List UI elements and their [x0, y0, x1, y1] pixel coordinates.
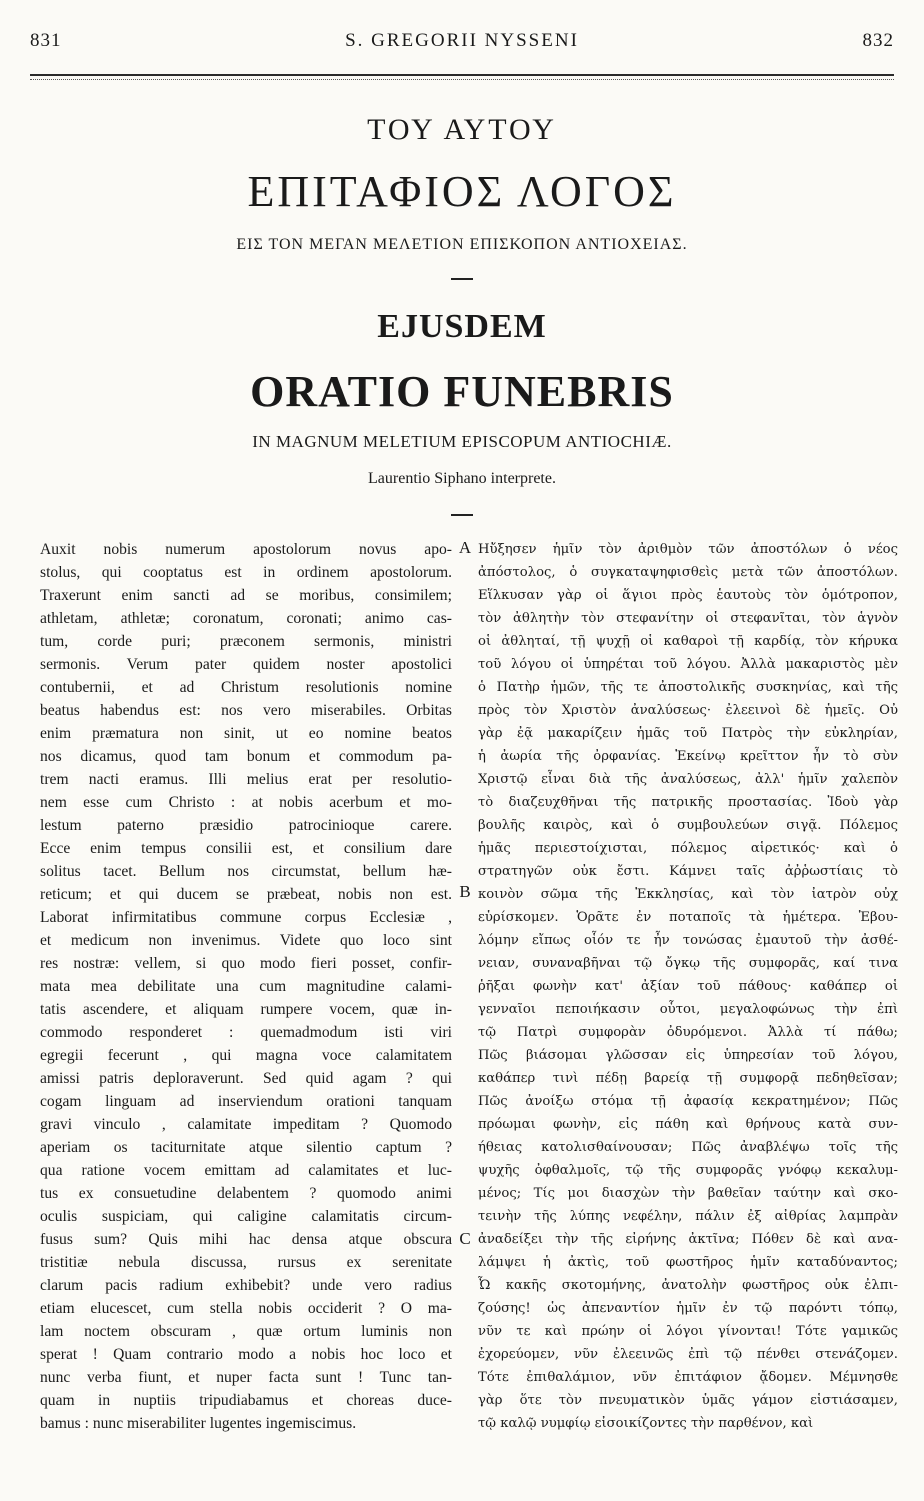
greek-text-line: ήθειας κατολισθαίνουσαν; Πῶς ἀναβλέψω τοῖς τῆς — [478, 1140, 898, 1155]
greek-text-line: Πῶς ἀνοίξω στόμα τῇ ἀφασίᾳ κεκρατημένον; Πῶς — [478, 1094, 898, 1109]
latin-text-line: clarum pacis radium exhibebit? unde vero radius — [40, 1277, 452, 1294]
latin-text-line: tus ex consuetudine delabentem ? quomodo animi — [40, 1185, 452, 1202]
latin-text-line: etiam elucescet, cum stella nobis occiderit ? O ma- — [40, 1300, 452, 1317]
latin-text-line: Traxerunt enim sancti ad se moribus, consimilem; — [40, 587, 452, 604]
greek-text-line: λάμψει ἡ ἀκτὶς, τοῦ φωστῆρος ἡμῖν καταδύναντος; — [478, 1255, 898, 1270]
section-marker-c: C — [459, 1229, 471, 1248]
latin-text-line: stolus, qui cooptatus est in ordinem apostolorum. — [40, 564, 452, 581]
latin-text-line: Ecce enim tempus consilii est, et consilium dare — [40, 840, 452, 857]
greek-text-line: Τότε ἐπιθαλάμιον, νῦν ἐπιτάφιον ᾄδομεν. Μέμνησθε — [478, 1370, 898, 1385]
latin-text-line: nem esse cum Christo : at nobis acerbum et mo- — [40, 794, 452, 811]
latin-text-line: cogam linguam ad inserviendum orationi tanquam — [40, 1093, 452, 1110]
greek-text-line: ἡμᾶς περιεστοίχισται, πόλεμος αἱρετικός· καὶ ὁ — [478, 841, 898, 856]
greek-text-line: λόμην εἴπως οἷόν τε ἦν τονώσας ἐμαυτοῦ τὴν ἀσθέ- — [478, 933, 898, 948]
latin-text-line: enim præmatura non sinit, ut eo nomine beatos — [40, 725, 452, 742]
latin-text-line: athletam, athletæ; coronatum, coronati; animo cas- — [40, 610, 452, 627]
greek-text-line: πρόωμαι φωνὴν, εἰς πάθη καὶ θρήνους κατὰ συν- — [478, 1117, 898, 1132]
greek-text-line: Χριστῷ εἶναι διὰ τῆς ἀναλύσεως, ἀλλ' ἡμῖν χαλεπὸν — [478, 772, 898, 787]
latin-text-line: res nostræ: vellem, si quo modo fieri posset, confir- — [40, 955, 452, 972]
greek-title-line1: ΤΟΥ ΑΥΤΟΥ — [367, 113, 557, 146]
greek-text-line: γὰρ ἐᾷ μακαρίζειν ἡμᾶς τοῦ Πατρὸς τὴν εὐκληρίαν, — [478, 726, 898, 741]
latin-column — [40, 538, 452, 1435]
greek-text-line: νῦν τε καὶ πρώην οἱ λόγοι γίνονται! Τότε γαμικῶς — [478, 1324, 898, 1339]
latin-text-line: gravi vinculo , calamitate impeditam ? Quomodo — [40, 1116, 452, 1133]
latin-text-line: lestum paterno præsidio patrocinioque carere. — [40, 817, 452, 834]
latin-text-line: quam in nuptiis tripudiabamus et choreas duce- — [40, 1392, 452, 1409]
greek-text-line: μένος; Τίς μοι διασχὼν τὴν βαθεῖαν ταύτην καὶ σκο- — [478, 1186, 898, 1201]
greek-subtitle: ΕΙΣ ΤΟΝ ΜΕΓΑΝ ΜΕΛΕΤΙΟΝ ΕΠΙΣΚΟΠΟΝ ΑΝΤΙΟΧΕΙΑΣ. — [236, 236, 688, 253]
greek-text-line: τὸ διαζευχθῆναι τῆς πατρικῆς προστασίας. Ἰδοὺ γὰρ — [478, 795, 898, 810]
latin-text-line: reticum; et qui ducem se præbeat, nobis non est. — [40, 886, 452, 903]
running-head — [30, 30, 894, 60]
latin-text-line: nos dicamus, quod tam bonum et commodum pa- — [40, 748, 452, 765]
greek-text-line: οἱ ἀθληταί, τῇ ψυχῇ οἱ καθαροὶ τῇ καρδίᾳ, τὸν κήρυκα — [478, 634, 898, 649]
latin-text-line: tatis ascendere, et aliquam rumpere vocem, quæ in- — [40, 1001, 452, 1018]
latin-text-line: fusus sum? Quis mihi hac densa atque obscura — [40, 1231, 452, 1248]
greek-text-line: Εἵλκυσαν γὰρ οἱ ἅγιοι πρὸς ἑαυτοὺς τὸν ὁμότροπον, — [478, 588, 898, 603]
greek-text-line: γενναῖοι πεποιήκασιν οὗτοι, μεγαλοφώνως τὴν ἐπὶ — [478, 1002, 898, 1017]
greek-text-line: γὰρ ὅτε τὸν πνευματικὸν ὑμᾶς γάμον εἱστιάσαμεν, — [478, 1393, 898, 1408]
running-title: S. GREGORII NYSSENI — [345, 30, 579, 51]
latin-text-line: contubernii, et ad Christum resolutionis nomine — [40, 679, 452, 696]
latin-text-line: bamus : nunc miserabiliter lugentes ingemiscimus. — [40, 1415, 357, 1432]
greek-text-line: τεινὴν τῆς λύπης νεφέλην, πάλιν ἐξ αἰθρίας λαμπρὰν — [478, 1209, 898, 1224]
latin-subtitle: IN MAGNUM MELETIUM EPISCOPUM ANTIOCHIÆ. — [252, 432, 672, 451]
section-marker-a: A — [458, 538, 472, 557]
greek-text-line: ἐχορεύομεν, νῦν ἐλεεινῶς ἐπὶ τῷ πένθει στενάζομεν. — [478, 1347, 898, 1362]
page-number-left: 831 — [30, 30, 62, 51]
greek-text-line: Πῶς βιάσομαι γλῶσσαν εἰς ὑπηρεσίαν τοῦ λόγου, — [478, 1048, 898, 1063]
latin-text-line: tristitiæ nebula discussa, rursus ex serenitate — [40, 1254, 452, 1271]
latin-text-line: sermonis. Verum pater quidem noster apostolici — [40, 656, 452, 673]
greek-text-line: ῥῆξαι φωνὴν κατ' ἀξίαν τοῦ πάθους· καθάπερ οἱ — [478, 979, 898, 994]
greek-text-line: τῷ Πατρὶ συμφορὰν ὀδυρόμενοι. Ἀλλὰ τί πάθω; — [478, 1025, 898, 1040]
greek-text-line: εὑρίσκομεν. Ὁρᾶτε ἐν ποταποῖς τὰ ἡμέτερα. Ἐβου- — [478, 910, 898, 925]
header-rule — [30, 74, 894, 76]
greek-text-line: ἀναδείξει τὴν τῆς εἰρήνης ἀκτῖνα; Πόθεν δὲ καὶ ανα- — [478, 1232, 898, 1247]
latin-text-line: Auxit nobis numerum apostolorum novus apo- — [40, 541, 452, 558]
latin-text-line: lam noctem obscuram , quæ ortum luminis non — [40, 1323, 452, 1340]
latin-text-line: et medicum non invenimus. Videte quo loco sint — [40, 932, 452, 949]
latin-text-line: oculis suspiciam, qui caligine calamitatis circum- — [40, 1208, 452, 1225]
latin-text-line: aperiam os taciturnitate atque silentio captum ? — [40, 1139, 452, 1156]
greek-text-line: ἀπόστολος, ὁ συγκαταψηφισθεὶς μετὰ τῶν ἀποστόλων. — [478, 565, 898, 580]
greek-text-line: τῷ καλῷ νυμφίῳ εἰσοικίζοντες τὴν παρθένον, καὶ — [478, 1416, 814, 1431]
latin-text-line: nunc verba fiunt, et nuper facta sunt ! Tunc tan- — [40, 1369, 452, 1386]
greek-text-line: ζούσης! ὡς ἀπεναντίον ἡμῖν ἐν τῷ παρόντι τόπῳ, — [478, 1301, 898, 1316]
latin-text-line: beatus habendus est: nos vero miserabiles. Orbitas — [40, 702, 452, 719]
greek-column — [478, 538, 898, 1435]
greek-text-line: βουλῆς καιρὸς, καὶ ὁ συμβουλεύων σιγᾷ. Πόλεμος — [478, 818, 898, 833]
latin-text-line: mata mea debilitate una cum magnitudine calami- — [40, 978, 452, 995]
latin-text-line: amissi patris deploraverunt. Sed quid agam ? qui — [40, 1070, 452, 1087]
section-marker-b: B — [459, 882, 471, 901]
latin-text-line: sperat ! Quam contrario modo a nobis hoc loco et — [40, 1346, 452, 1363]
greek-text-line: τοῦ λόγου οἱ ὑπηρέται τοῦ λόγου. Ἀλλὰ μακαριστὸς μὲν — [478, 657, 898, 672]
interpreter-note: Laurentio Siphano interprete. — [368, 470, 556, 487]
title-block — [0, 108, 924, 516]
latin-text-line: solitus tacet. Bellum nos circumstat, bellum hæ- — [40, 863, 452, 880]
title-separator — [451, 278, 473, 280]
greek-text-line: Ηὔξησεν ἡμῖν τὸν ἀριθμὸν τῶν ἀποστόλων ὁ νέος — [478, 542, 898, 557]
latin-text-line: Laborat infirmitatibus commune corpus Ecclesiæ , — [40, 909, 452, 926]
greek-text-line: κοινὸν σῶμα τῆς Ἐκκλησίας, καὶ τὸν ἰατρὸν οὐχ — [478, 887, 898, 902]
title-separator-2 — [451, 514, 473, 516]
latin-text-line: qua ratione vocem emittam ad calamitates et luc- — [40, 1162, 452, 1179]
greek-text-line: στρατηγῶν οὐκ ἔστι. Κάμνει ταῖς ἀῤῥωστίαις τὸ — [478, 864, 898, 879]
greek-text-line: ὁ Πατὴρ ἡμῶν, τῆς τε ἀποστολικῆς συσκηνίας, καὶ τῆς — [478, 680, 898, 695]
greek-text-line: καθάπερ τινὶ πέδῃ βαρείᾳ τῇ συμφορᾷ πεδηθεῖσαν; — [478, 1071, 898, 1086]
greek-text-line: ἡ ἀωρία τῆς ὀρφανίας. Ἐκείνῳ κρεῖττον ἦν τὸ σὺν — [478, 749, 898, 764]
greek-text-line: τὸν ἀθλητὴν τὸν στεφανίτην οἱ στεφανῖται, τὸν ἁγνὸν — [478, 611, 898, 626]
greek-text-line: Ὦ κακῆς σκοτομήνης, ἀνατολὴν φωστῆρος οὐκ ἐλπι- — [478, 1278, 898, 1293]
latin-text-line: tum, corde puri; præconem sermonis, ministri — [40, 633, 452, 650]
latin-text-line: trem nacti eramus. Illi melius erat per resolutio- — [40, 771, 452, 788]
greek-title-line2: ΕΠΙΤΑΦΙΟΣ ΛΟΓΟΣ — [247, 167, 677, 216]
latin-text-line: egregii fecerunt , qui magna voce calamitatem — [40, 1047, 452, 1064]
greek-text-line: ψυχῆς ὀφθαλμοῖς, τῷ τῆς συμφορᾶς γνόφῳ κεκαλυμ- — [478, 1163, 898, 1178]
latin-title-line2: ORATIO FUNEBRIS — [250, 367, 674, 416]
page-number-right: 832 — [862, 30, 894, 51]
greek-text-line: νειαν, συναναβῆναι τῷ ὄγκῳ τῆς συμφορᾶς, καί τινα — [478, 956, 898, 971]
latin-text-line: commodo responderet : quemadmodum isti viri — [40, 1024, 452, 1041]
latin-title-line1: EJUSDEM — [377, 308, 547, 345]
greek-text-line: πρὸς τὸν Χριστὸν ἀναλύσεως· ἐλεεινοὶ δὲ ἡμεῖς. Οὐ — [478, 703, 898, 718]
header-rule-dotted — [30, 79, 894, 80]
